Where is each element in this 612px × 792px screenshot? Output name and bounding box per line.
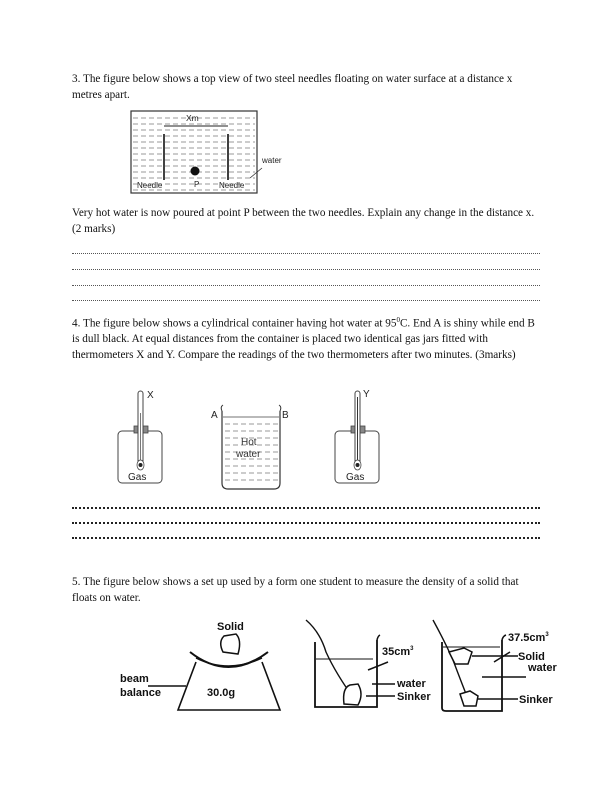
- svg-text:35cm3: $35cm^3$: [382, 646, 414, 658]
- thermometer-y-label: Y: [363, 389, 370, 400]
- cylinder1-sinker-label: Sinker: [397, 691, 431, 703]
- mass-reading: 30.0g: [207, 687, 236, 699]
- water-label: water: [236, 449, 261, 460]
- end-a-label: A: [211, 410, 218, 421]
- question-3-prompt: Very hot water is now poured at point P between the two needles. Explain any change in the distance x. (2 marks): [72, 207, 535, 235]
- answer-line[interactable]: [72, 507, 540, 509]
- cylinder2-water-label: water: [528, 662, 557, 674]
- question-3-text: 3. The figure below shows a top view of two steel needles floating on water surface at a distance x metres apart.: [72, 73, 513, 101]
- cylinder1-water-label: water: [397, 678, 426, 690]
- needles-water-figure: [128, 108, 298, 205]
- answer-line[interactable]: [72, 253, 540, 254]
- answer-line[interactable]: [72, 300, 540, 301]
- density-figure: [110, 612, 590, 722]
- gas-jar-x: [118, 390, 162, 483]
- beam-label: beam: [120, 673, 149, 685]
- solid-label: Solid: [217, 621, 244, 633]
- solid-object: [221, 634, 240, 654]
- beam-balance: [120, 621, 280, 710]
- question-5-text: 5. The figure below shows a set up used by a form one student to measure the density of a solid that floats on water.: [72, 576, 519, 604]
- cylinder2-volume: 37.5cm: [508, 632, 546, 644]
- right-needle-label: Needle: [219, 181, 245, 190]
- measuring-cylinder-1: [306, 620, 431, 707]
- left-needle-label: Needle: [137, 181, 163, 190]
- answer-line[interactable]: [72, 537, 540, 539]
- gas-jar-y: [335, 389, 379, 483]
- thermometer-x-label: X: [147, 390, 154, 401]
- hot-label: Hot: [241, 437, 257, 448]
- answer-line[interactable]: [72, 522, 540, 524]
- answer-line[interactable]: [72, 269, 540, 270]
- gas-label-right: Gas: [346, 472, 365, 483]
- gas-label-left: Gas: [128, 472, 147, 483]
- measuring-cylinder-2: [433, 620, 557, 711]
- degree-superscript: 0: [396, 316, 400, 324]
- balance-label: balance: [120, 687, 161, 699]
- distance-label: Xm: [186, 113, 199, 123]
- water-label: water: [262, 156, 282, 165]
- svg-text:37.5cm3: $37.5cm^3$: [508, 632, 549, 644]
- answer-line[interactable]: [72, 285, 540, 286]
- hot-water-container: [211, 405, 289, 489]
- question-4-text: 4. The figure below shows a cylindrical container having hot water at $95^0C$. End A is shiny while end B is dull black. At equal distances from the container is placed two identical gas jars fitted with thermometers X and Y. Compare the readings of the two thermometers after two minutes. (3marks): [72, 316, 535, 361]
- point-p-label: P: [194, 180, 200, 189]
- end-b-label: B: [282, 410, 289, 421]
- cylinder2-solid-label: Solid: [518, 651, 545, 663]
- cylinder2-sinker-label: Sinker: [519, 694, 553, 706]
- radiation-figure: [110, 383, 410, 500]
- cylinder1-volume: 35cm: [382, 646, 411, 658]
- point-p-dot: [191, 167, 200, 176]
